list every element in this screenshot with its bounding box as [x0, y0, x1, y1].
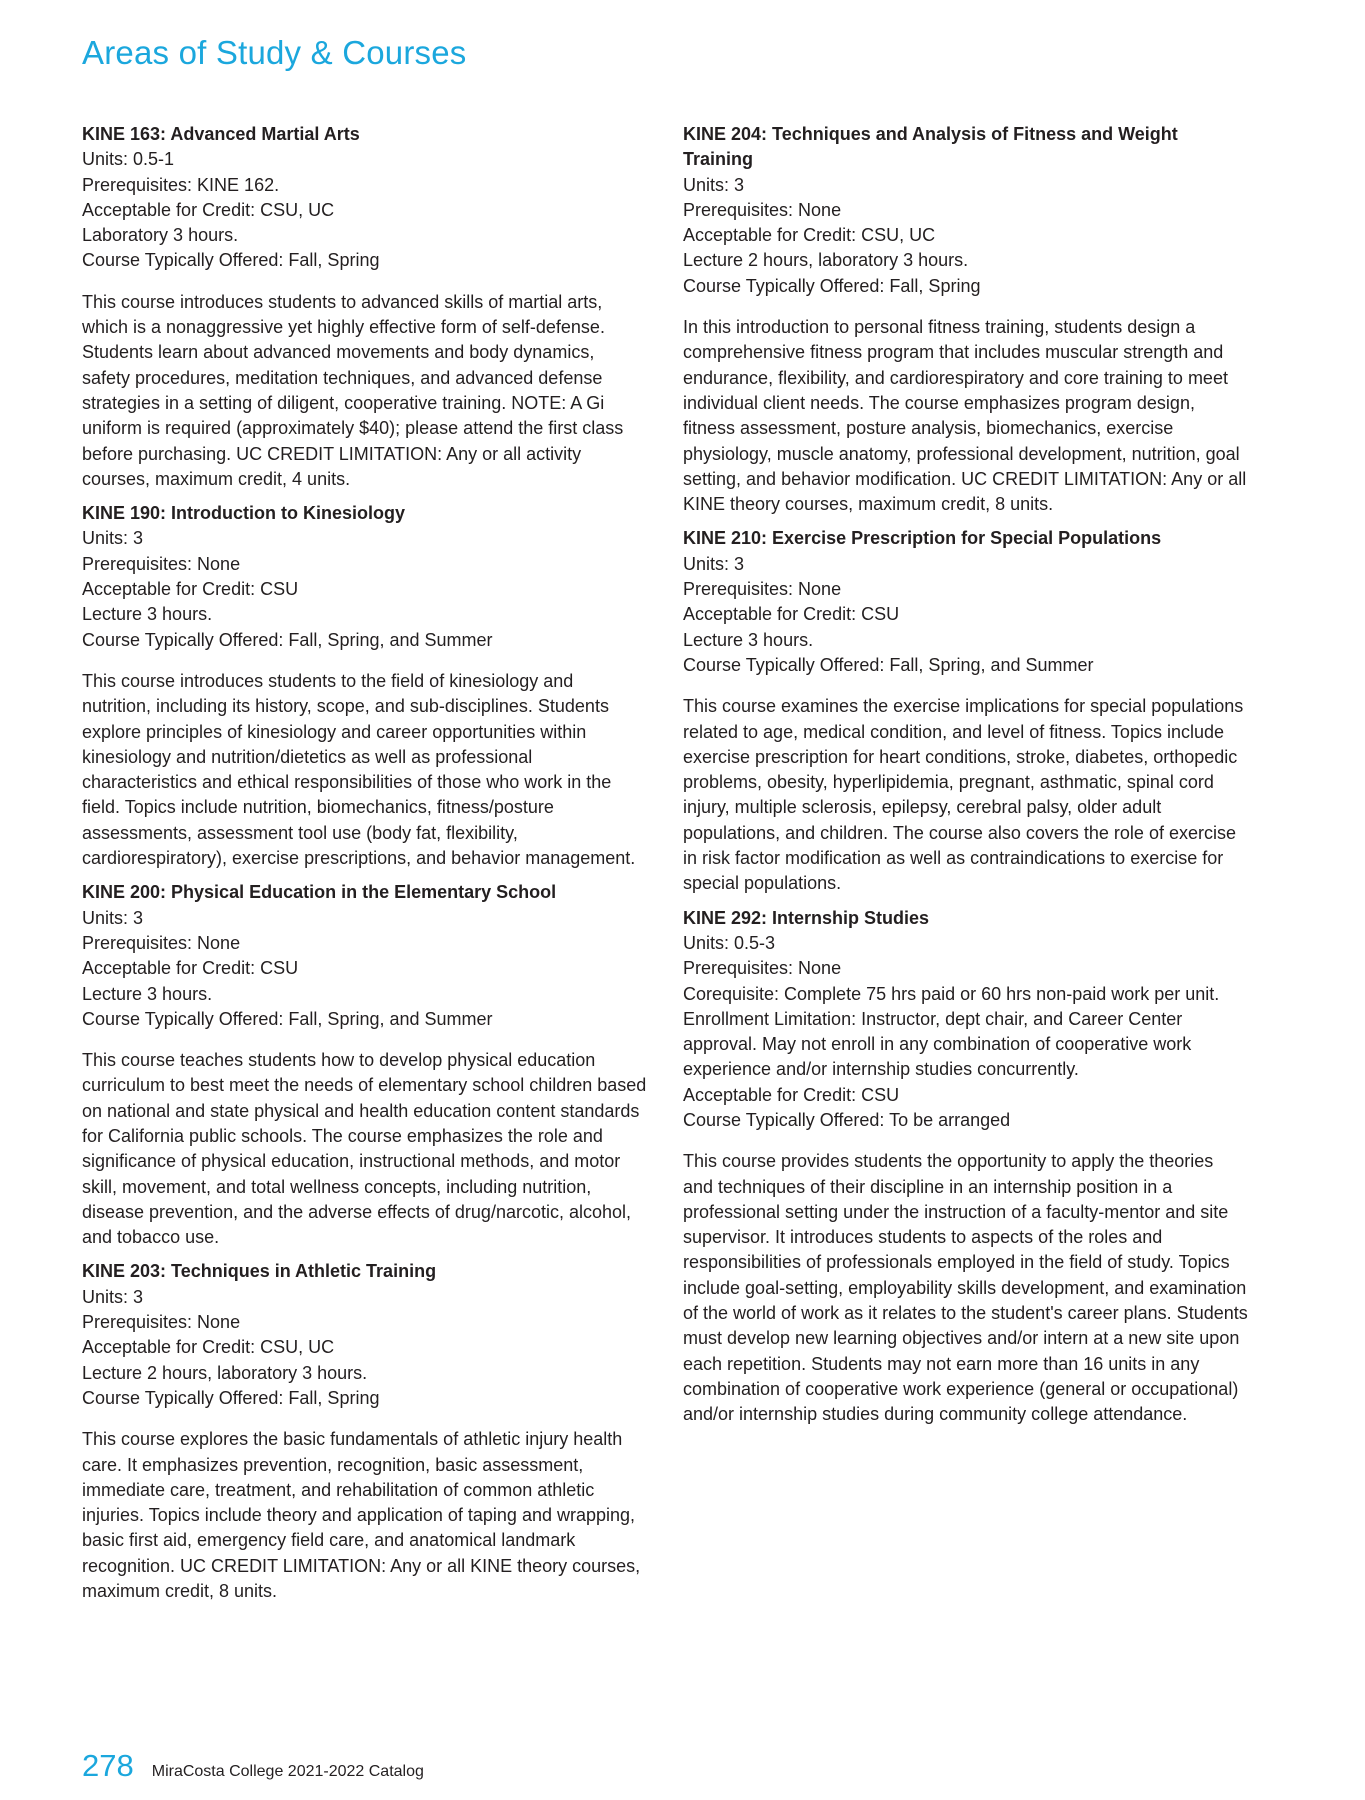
course-kine-204 — [683, 122, 1248, 517]
course-credit: Acceptable for Credit: CSU, UC — [82, 1337, 335, 1358]
course-offered: Course Typically Offered: Fall, Spring — [82, 1387, 380, 1408]
course-units: Units: 3 — [82, 907, 144, 928]
course-kine-190 — [82, 501, 647, 871]
course-hours: Lecture 3 hours. — [82, 983, 213, 1004]
right-column — [683, 122, 1248, 1437]
course-description: This course teaches students how to develop physical education curriculum to best meet the needs of elementary school children based on national and state physical and health education content standards for California public schools. The course emphasizes the role and significance of physical education, instructional methods, and motor skill, movement, and total wellness concepts, including nutrition, disease prevention, and the adverse effects of drug/narcotic, alcohol, and tobacco use. — [82, 1050, 647, 1248]
catalog-title: MiraCosta College 2021-2022 Catalog — [151, 1763, 424, 1780]
course-prerequisites: Prerequisites: None — [82, 1312, 241, 1333]
course-offered: Course Typically Offered: To be arranged — [683, 1109, 1011, 1130]
course-kine-200 — [82, 880, 647, 1250]
course-title: KINE 163: Advanced Martial Arts — [82, 124, 360, 144]
course-corequisite: Corequisite: Complete 75 hrs paid or 60 hrs non-paid work per unit. — [683, 983, 1220, 1004]
course-offered: Course Typically Offered: Fall, Spring, and Summer — [683, 654, 1094, 675]
page-footer — [82, 1748, 424, 1784]
course-kine-292 — [683, 906, 1248, 1428]
course-description: This course provides students the opportunity to apply the theories and techniques of their discipline in an internship position in a professional setting under the instruction of a faculty-mentor and site supervisor. It introduces students to aspects of the roles and responsibilities of professionals employed in the field of study. Topics include goal-setting, employability skills development, and examination of the world of work as it relates to the student's career plans. Students must develop new learning objectives and/or intern at a new site upon each repetition. Students may not earn more than 16 units in any combination of cooperative work experience (general or occupational) and/or internship studies during community college attendance. — [683, 1151, 1248, 1425]
course-hours: Laboratory 3 hours. — [82, 225, 239, 246]
course-hours: Lecture 3 hours. — [683, 629, 814, 650]
course-description: This course introduces students to advanced skills of martial arts, which is a nonaggressive yet highly effective form of self-defense. Students learn about advanced movements and body dynamics, safety procedures, meditation techniques, and advanced defense strategies in a setting of diligent, cooperative training. NOTE: A Gi uniform is required (approximately $40); please attend the first class before purchasing. UC CREDIT LIMITATION: Any or all activity courses, maximum credit, 4 units. — [82, 291, 624, 489]
course-kine-203 — [82, 1259, 647, 1604]
course-units: Units: 0.5-1 — [82, 149, 175, 170]
course-hours: Lecture 3 hours. — [82, 604, 213, 625]
course-kine-163 — [82, 122, 647, 492]
course-offered: Course Typically Offered: Fall, Spring, and Summer — [82, 1008, 493, 1029]
course-kine-210 — [683, 526, 1248, 896]
course-hours: Lecture 2 hours, laboratory 3 hours. — [82, 1362, 368, 1383]
course-title: KINE 292: Internship Studies — [683, 907, 930, 928]
course-credit: Acceptable for Credit: CSU — [82, 958, 299, 979]
course-prerequisites: Prerequisites: None — [82, 932, 241, 953]
course-description: This course introduces students to the field of kinesiology and nutrition, including its history, scope, and sub-disciplines. Students explore principles of kinesiology and career opportunities within kinesiology and nutrition/dietetics as well as professional characteristics and ethical responsibilities of those who work in the field. Topics include nutrition, biomechanics, fitness/posture assessments, assessment tool use (body fat, flexibility, cardiorespiratory), exercise prescriptions, and behavior management. — [82, 670, 636, 869]
course-units: Units: 0.5-3 — [683, 932, 776, 953]
course-credit: Acceptable for Credit: CSU, UC — [683, 225, 936, 246]
page-number: 278 — [82, 1748, 134, 1783]
course-credit: Acceptable for Credit: CSU — [82, 579, 299, 600]
course-units: Units: 3 — [82, 528, 144, 549]
course-prerequisites: Prerequisites: KINE 162. — [82, 174, 280, 195]
course-units: Units: 3 — [683, 174, 745, 195]
course-enrollment-limitation: Enrollment Limitation: Instructor, dept chair, and Career Center approval. May not enroll in any combination of cooperative work experience and/or internship studies concurrently. — [683, 1008, 1192, 1080]
course-description: This course explores the basic fundamentals of athletic injury health care. It emphasizes prevention, recognition, basic assessment, immediate care, treatment, and rehabilitation of common athletic injuries. Topics include theory and application of taping and wrapping, basic first aid, emergency field care, and anatomical landmark recognition. UC CREDIT LIMITATION: Any or all KINE theory courses, maximum credit, 8 units. — [82, 1429, 641, 1602]
course-prerequisites: Prerequisites: None — [82, 553, 241, 574]
left-column — [82, 122, 647, 1613]
course-hours: Lecture 2 hours, laboratory 3 hours. — [683, 250, 969, 271]
course-title: KINE 203: Techniques in Athletic Training — [82, 1261, 437, 1282]
course-title: KINE 190: Introduction to Kinesiology — [82, 503, 406, 524]
course-offered: Course Typically Offered: Fall, Spring — [82, 250, 380, 271]
course-title: KINE 210: Exercise Prescription for Special Populations — [683, 528, 1162, 549]
course-offered: Course Typically Offered: Fall, Spring, and Summer — [82, 629, 493, 650]
course-description: This course examines the exercise implications for special populations related to age, medical condition, and level of fitness. Topics include exercise prescription for heart conditions, stroke, diabetes, orthopedic problems, obesity, hyperlipidemia, pregnant, asthmatic, spinal cord injury, multiple sclerosis, epilepsy, cerebral palsy, older adult populations, and children. The course also covers the role of exercise in risk factor modification as well as contraindications to exercise for special populations. — [683, 696, 1244, 894]
course-units: Units: 3 — [683, 553, 745, 574]
course-offered: Course Typically Offered: Fall, Spring — [683, 275, 981, 296]
course-credit: Acceptable for Credit: CSU — [683, 1084, 900, 1105]
course-title: KINE 204: Techniques and Analysis of Fitness and Weight Training — [683, 124, 1178, 170]
course-description: In this introduction to personal fitness training, students design a comprehensive fitness program that includes muscular strength and endurance, flexibility, and cardiorespiratory and core training to meet individual client needs. The course emphasizes program design, fitness assessment, posture analysis, biomechanics, exercise physiology, muscle anatomy, professional development, nutrition, goal setting, and behavior modification. UC CREDIT LIMITATION: Any or all KINE theory courses, maximum credit, 8 units. — [683, 317, 1247, 515]
course-units: Units: 3 — [82, 1286, 144, 1307]
page-title: Areas of Study & Courses — [82, 34, 467, 71]
course-credit: Acceptable for Credit: CSU — [683, 604, 900, 625]
course-prerequisites: Prerequisites: None — [683, 579, 842, 600]
course-title: KINE 200: Physical Education in the Elementary School — [82, 882, 557, 903]
course-prerequisites: Prerequisites: None — [683, 958, 842, 979]
course-prerequisites: Prerequisites: None — [683, 199, 842, 220]
course-credit: Acceptable for Credit: CSU, UC — [82, 199, 335, 220]
